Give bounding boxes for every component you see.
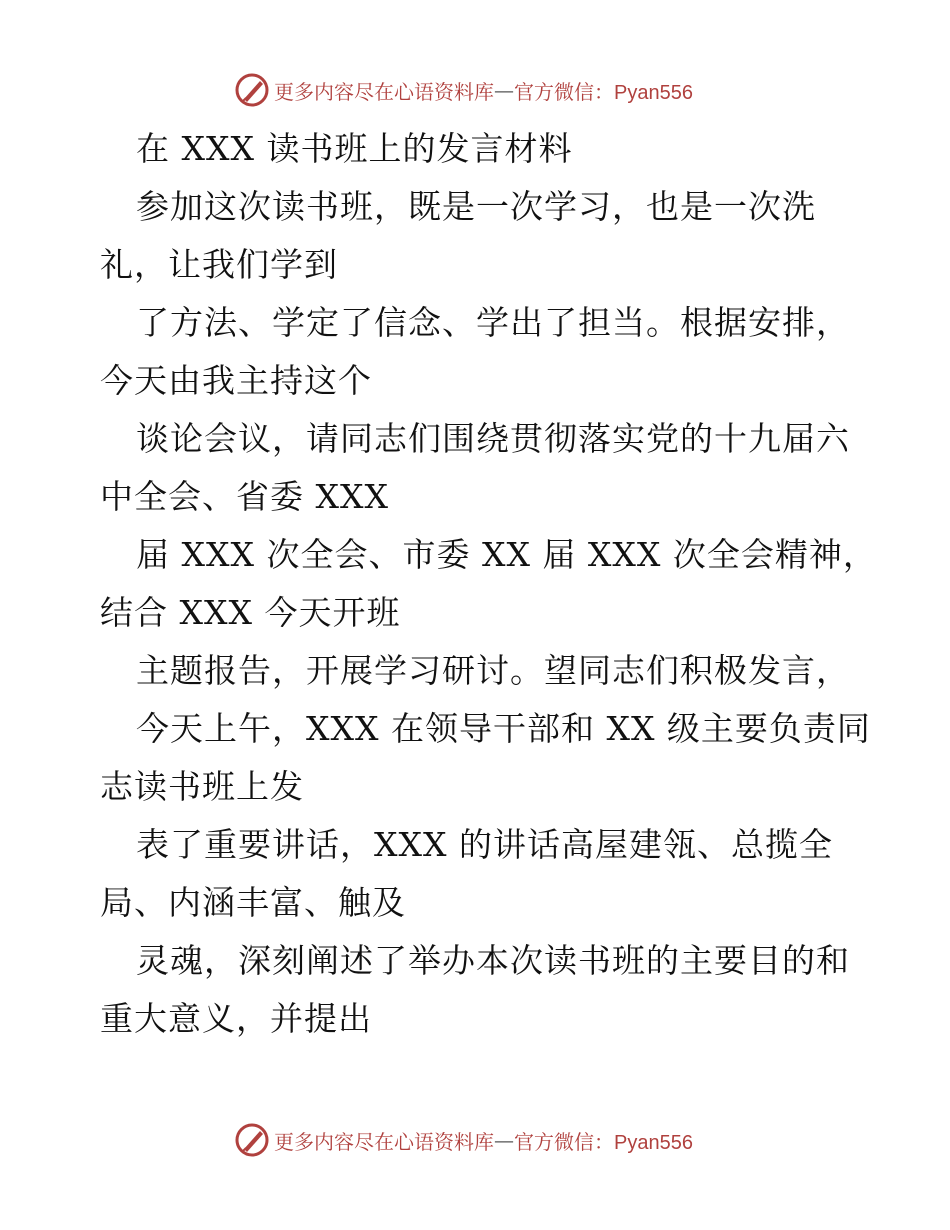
text-line: 中全会、省委 XXX	[100, 477, 389, 516]
text-line: 主题报告，开展学习研讨。望同志们积极发言，	[136, 651, 850, 690]
text-line: 参加这次读书班，既是一次学习，也是一次洗	[136, 187, 816, 226]
watermark-text: 更多内容尽在心语资料库	[274, 79, 494, 104]
text-line: 表了重要讲话，XXX 的讲话高屋建瓴、总揽全	[136, 825, 833, 864]
footer-watermark	[234, 1122, 693, 1158]
watermark-separator: —	[494, 78, 514, 102]
quill-logo-icon	[234, 72, 270, 108]
watermark-text: 更多内容尽在心语资料库	[274, 1129, 494, 1154]
text-line: 重大意义，并提出	[100, 999, 372, 1038]
text-line: 志读书班上发	[100, 767, 304, 806]
header-watermark	[234, 72, 693, 108]
text-line: 届 XXX 次全会、市委 XX 届 XXX 次全会精神，	[136, 535, 877, 574]
text-line: 在 XXX 读书班上的发言材料	[136, 129, 573, 168]
watermark-separator: —	[494, 1128, 514, 1152]
text-line: 今天上午，XXX 在领导干部和 XX 级主要负责同	[136, 709, 871, 748]
watermark-wechat: 官方微信：Pyan556	[514, 81, 693, 104]
quill-logo-icon	[234, 1122, 270, 1158]
text-line: 今天由我主持这个	[100, 361, 372, 400]
text-line: 谈论会议，请同志们围绕贯彻落实党的十九届六	[136, 419, 850, 458]
text-line: 灵魂，深刻阐述了举办本次读书班的主要目的和	[136, 941, 850, 980]
text-line: 了方法、学定了信念、学出了担当。根据安排，	[136, 303, 850, 342]
document-body	[100, 120, 900, 1048]
text-line: 结合 XXX 今天开班	[100, 593, 401, 632]
watermark-wechat: 官方微信：Pyan556	[514, 1131, 693, 1154]
text-line: 局、内涵丰富、触及	[100, 883, 406, 922]
text-line: 礼，让我们学到	[100, 245, 338, 284]
